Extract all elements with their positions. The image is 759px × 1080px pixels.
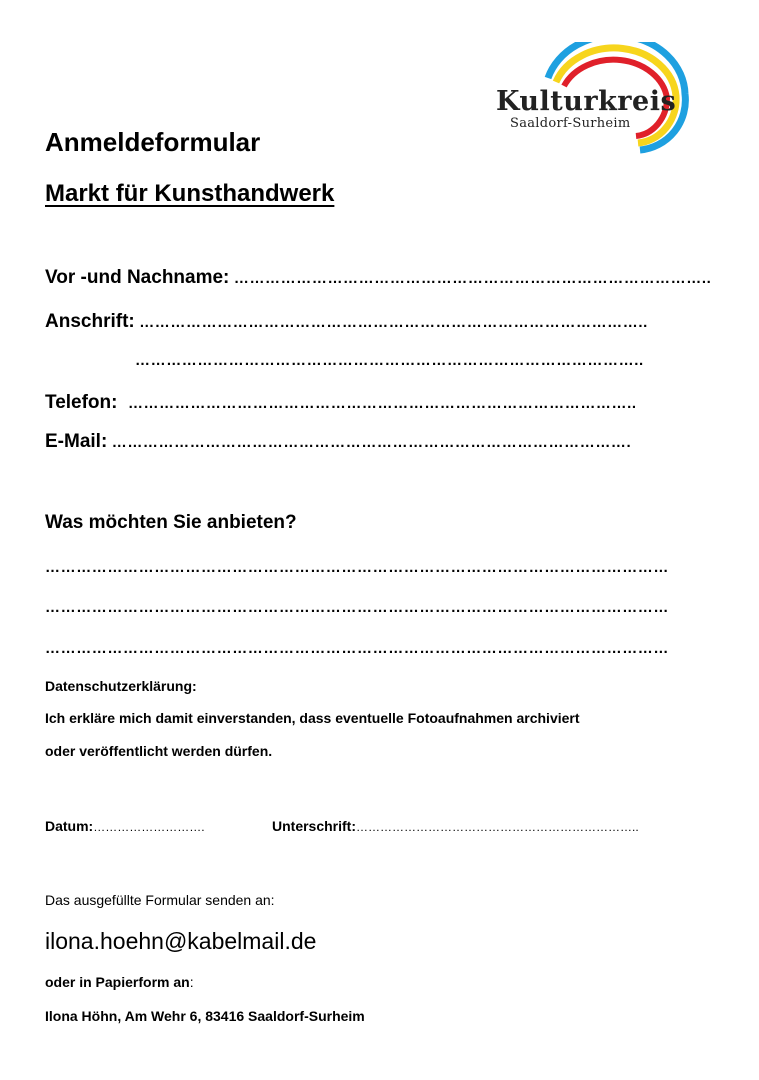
- offer-line-3[interactable]: …………………………………………………………………………………………………………: [45, 640, 669, 657]
- privacy-text-1: Ich erkläre mich damit einverstanden, dass eventuelle Fotoaufnahmen archiviert: [45, 710, 580, 726]
- date-field[interactable]: ……………………….: [93, 820, 205, 834]
- signature-field[interactable]: ……………………………………………………………..: [356, 820, 639, 834]
- signature-label: Unterschrift:: [272, 818, 357, 834]
- postal-address: Ilona Höhn, Am Wehr 6, 83416 Saaldorf-Surheim: [45, 1008, 365, 1024]
- offer-line-1[interactable]: …………………………………………………………………………………………………………: [45, 559, 669, 576]
- kulturkreis-logo: [490, 42, 695, 157]
- contact-email[interactable]: ilona.hoehn@kabelmail.de: [45, 928, 317, 954]
- email-label: E-Mail:: [45, 431, 108, 452]
- paper-label: oder in Papierform an: [45, 974, 190, 990]
- email-field[interactable]: ……………………………………………………………………………………….: [111, 434, 632, 451]
- name-row: [45, 267, 711, 289]
- privacy-text-2: oder veröffentlicht werden dürfen.: [45, 743, 273, 759]
- phone-field[interactable]: ……………………………………………………………………………………..: [127, 395, 637, 412]
- offer-question: Was möchten Sie anbieten?: [45, 512, 297, 533]
- date-label: Datum:: [45, 818, 94, 834]
- offer-line-2[interactable]: …………………………………………………………………………………………………………: [45, 599, 669, 616]
- email-row: [45, 431, 631, 453]
- address-row: [45, 311, 648, 333]
- logo-subtitle: Saaldorf-Surheim: [510, 116, 631, 131]
- date-row: [45, 818, 205, 836]
- address-field-2[interactable]: ……………………………………………………………………………………..: [135, 352, 644, 369]
- paper-colon: :: [189, 974, 194, 990]
- send-intro: Das ausgefüllte Formular senden an:: [45, 892, 275, 908]
- phone-row: [45, 392, 637, 414]
- address-row-2: [135, 352, 644, 370]
- address-field[interactable]: ……………………………………………………………………………………..: [139, 314, 648, 331]
- page-title: Anmeldeformular: [45, 127, 261, 157]
- page-subtitle: Markt für Kunsthandwerk: [45, 180, 335, 207]
- logo-title: Kulturkreis: [496, 86, 677, 117]
- signature-row: [272, 818, 639, 836]
- name-field[interactable]: ………………………………………………………………………………..: [233, 270, 712, 287]
- phone-label: Telefon:: [45, 392, 118, 413]
- privacy-title: Datenschutzerklärung:: [45, 678, 197, 694]
- name-label: Vor -und Nachname:: [45, 267, 230, 288]
- address-label: Anschrift:: [45, 311, 135, 332]
- paper-row: [45, 974, 194, 992]
